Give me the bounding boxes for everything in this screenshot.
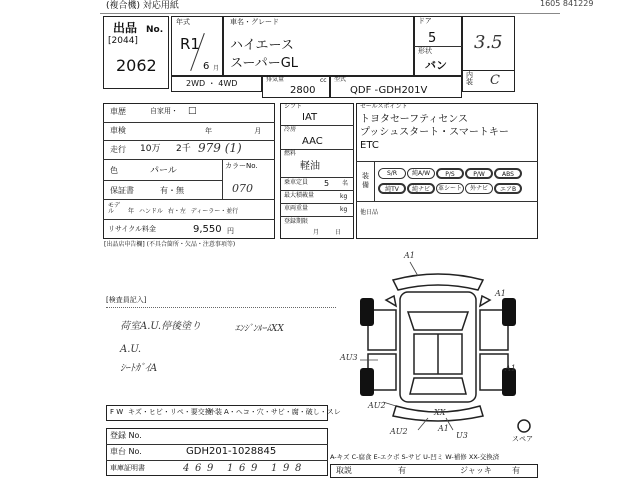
inspector-hand-right: ｴﾝｼﾞﾝﾙｰﾑXX <box>235 324 284 334</box>
weight-unit: kg <box>340 206 348 213</box>
chassis-value: GDH201-1028845 <box>186 446 277 457</box>
damage-mark-right-side: A1 <box>505 364 516 373</box>
grade-name: スーパーGL <box>230 56 299 71</box>
row-rule-5 <box>103 199 275 200</box>
displacement-unit: cc <box>320 77 327 84</box>
drive-options: 2WD ・ 4WD <box>186 79 238 88</box>
color-no-divider <box>222 159 223 199</box>
other-rule <box>356 201 538 202</box>
registration-units: 月 日 <box>313 229 341 236</box>
equipment-label: 装備 <box>362 172 369 189</box>
damage-mark-rear-corner: AU2 <box>390 427 408 436</box>
displacement-value: 2800 <box>290 85 316 96</box>
recycle-value: 9,550 <box>193 224 222 235</box>
equip-tv: 純TV <box>378 183 406 194</box>
manual-value: 有 <box>398 466 406 475</box>
notes-label: [出品店申告欄] (不具合箇所・欠品・注意事項等) <box>104 241 236 248</box>
equip-aftermarket-navi: 外ナビ <box>465 183 493 194</box>
manual-jack-box <box>330 464 538 478</box>
mileage-prefix: 10万 <box>140 144 161 154</box>
color-value: パール <box>150 166 177 176</box>
ac-label: 冷房 <box>284 126 297 133</box>
cert-digit-4: 1 <box>227 463 234 474</box>
shift-value: IAT <box>302 112 318 123</box>
year-month-unit: 月 <box>213 65 220 72</box>
damage-mark-rear-right: U3 <box>456 431 468 440</box>
sales-points-label: セールスポイント <box>360 103 408 110</box>
name-label: 車名・グレード <box>230 18 279 26</box>
fw-items: キズ・ヒビ・リペ・要交換 <box>128 408 212 416</box>
inspector-rule <box>106 307 336 308</box>
color-code: 070 <box>232 182 253 195</box>
equip-navi: 純ナビ <box>407 183 435 194</box>
equip-power-steering: P/S <box>436 168 464 179</box>
load-unit: kg <box>340 193 348 200</box>
row-rule-2 <box>103 140 275 141</box>
shift-label: シフト <box>284 103 303 110</box>
fw-box-items: A・ヘコ・穴・サビ・腐・破し・スレ <box>224 408 341 416</box>
doors-label: ドア <box>418 17 432 25</box>
cert-digit-6: 9 <box>251 463 258 474</box>
equip-alloy-wheel: 純A/W <box>407 168 435 179</box>
cert-digit-5: 6 <box>239 463 246 474</box>
sales-point-line-3: ETC <box>360 140 379 151</box>
inspector-hand-1: 荷室A.U.停後塗り <box>120 321 202 332</box>
reg-rule-2 <box>106 460 328 461</box>
options-line: 年 ハンドル 右・左 ディーラー・並行 <box>128 208 239 215</box>
other-label: 他日品 <box>360 209 379 216</box>
equipment-divider <box>374 161 375 201</box>
shape-label: 形状 <box>418 47 432 55</box>
shift-rule-4 <box>280 190 354 191</box>
warranty-label: 保証書 <box>110 186 134 195</box>
shift-rule-3 <box>280 177 354 178</box>
jack-value: 有 <box>512 466 520 475</box>
damage-mark-tailgate: XX <box>434 408 446 417</box>
color-label: 色 <box>110 166 118 175</box>
capacity-value: 5 <box>324 179 330 188</box>
warranty-value: 有・無 <box>160 186 184 195</box>
spare-label: スペア <box>512 435 533 443</box>
shaken-label: 車歴 <box>110 107 126 116</box>
fuel-label: 燃料 <box>284 150 297 157</box>
fw-label: F W <box>110 408 124 416</box>
inspection-label: 車検 <box>110 126 126 135</box>
registration-label: 登録期限 <box>284 218 309 225</box>
equip-leather-seat: 革シート <box>437 185 462 192</box>
cert-digit-2: 6 <box>195 463 202 474</box>
fuel-value: 軽油 <box>300 161 320 172</box>
reg-rule-1 <box>106 444 328 445</box>
cert-label: 車庫証明書 <box>110 464 145 472</box>
interior-value: C <box>490 73 500 88</box>
shift-rule-5 <box>280 203 354 204</box>
fw-box-label: 外装 <box>208 408 222 416</box>
equip-airbag: エアB <box>494 183 522 194</box>
sales-point-line-1: トヨタセーフティセンス <box>360 114 468 125</box>
model-label: モデル <box>108 202 121 215</box>
manual-label: 取説 <box>336 466 352 475</box>
lot-shuppin-label: 出品 <box>113 21 138 35</box>
row-rule-6 <box>103 219 275 220</box>
displacement-label: 排気量 <box>266 76 285 83</box>
damage-mark-front: A1 <box>404 251 415 260</box>
lot-number: 2062 <box>116 56 157 75</box>
model-code-value: QDF -GDH201V <box>350 85 428 96</box>
capacity-unit: 名 <box>342 180 349 187</box>
damage-mark-front-right: A1 <box>495 289 506 298</box>
equip-power-window: P/W <box>465 168 493 179</box>
top-line-text: (複合機) 対応用紙 <box>106 1 179 11</box>
score-value: 3.5 <box>474 32 503 53</box>
year-month: 6 <box>203 61 210 72</box>
shift-rule-6 <box>280 216 354 217</box>
shaken-value: 自家用・ <box>150 107 178 115</box>
inspector-hand-3: ｼｰﾄｶﾞｲA <box>120 363 158 374</box>
inspection-units: 年 月 <box>205 127 262 135</box>
shape-value: バン <box>425 59 447 72</box>
inspector-label: [検査員記入] <box>106 296 147 304</box>
damage-mark-left-side: AU3 <box>340 353 358 362</box>
chassis-label: 車台 No. <box>110 447 142 456</box>
row-rule-3 <box>103 159 275 160</box>
year-era: R1 <box>180 35 200 53</box>
inspector-hand-2: A.U. <box>120 344 142 355</box>
lot-small-code: [2044] <box>108 36 138 46</box>
sales-rule <box>356 161 538 162</box>
cert-digit-3: 9 <box>207 463 214 474</box>
reg-no-label: 登録 No. <box>110 431 142 440</box>
ac-value: AAC <box>302 136 323 147</box>
shaken-check: □ <box>188 106 197 116</box>
damage-mark-rear-left: AU2 <box>368 401 386 410</box>
equip-sunroof: S/R <box>378 168 406 179</box>
model-name: ハイエース <box>230 38 294 53</box>
sales-point-line-2: プッシュスタート・スマートキー <box>360 127 509 138</box>
interior-label: 内装 <box>466 71 473 86</box>
top-right-code: 1605 841229 <box>540 0 594 8</box>
jack-label: ジャッキ <box>460 466 492 475</box>
top-rule <box>100 13 560 14</box>
capacity-label: 乗車定員 <box>284 179 309 186</box>
recycle-unit: 円 <box>227 227 234 235</box>
cert-digit-9: 8 <box>295 463 302 474</box>
mileage-label: 走行 <box>110 145 126 154</box>
cert-digit-7: 1 <box>271 463 278 474</box>
cert-digit-1: 4 <box>183 463 190 474</box>
load-label: 最大積載量 <box>284 192 315 199</box>
car-damage-diagram <box>338 250 538 450</box>
row-rule-1 <box>103 122 275 123</box>
color-no-label: カラーNo. <box>225 162 258 170</box>
row-rule-4 <box>103 180 223 181</box>
recycle-label: リサイクル料金 <box>108 225 157 233</box>
doors-value: 5 <box>428 31 437 46</box>
damage-mark-rear-bumper: A1 <box>438 424 449 433</box>
equip-abs: ABS <box>494 168 522 179</box>
year-label: 年式 <box>176 18 190 26</box>
model-code-label: 型式 <box>334 76 347 83</box>
weight-label: 車両重量 <box>284 205 309 212</box>
damage-legend: A-キズ C-腐食 E-エクボ S-サビ U-凹ミ W-補修 XX-交換済 <box>330 453 500 461</box>
mileage-hand: 979 (1) <box>198 141 242 155</box>
lot-no-label: No. <box>146 25 164 35</box>
cert-digit-8: 9 <box>283 463 290 474</box>
mileage-digits: 2千 <box>176 144 191 154</box>
